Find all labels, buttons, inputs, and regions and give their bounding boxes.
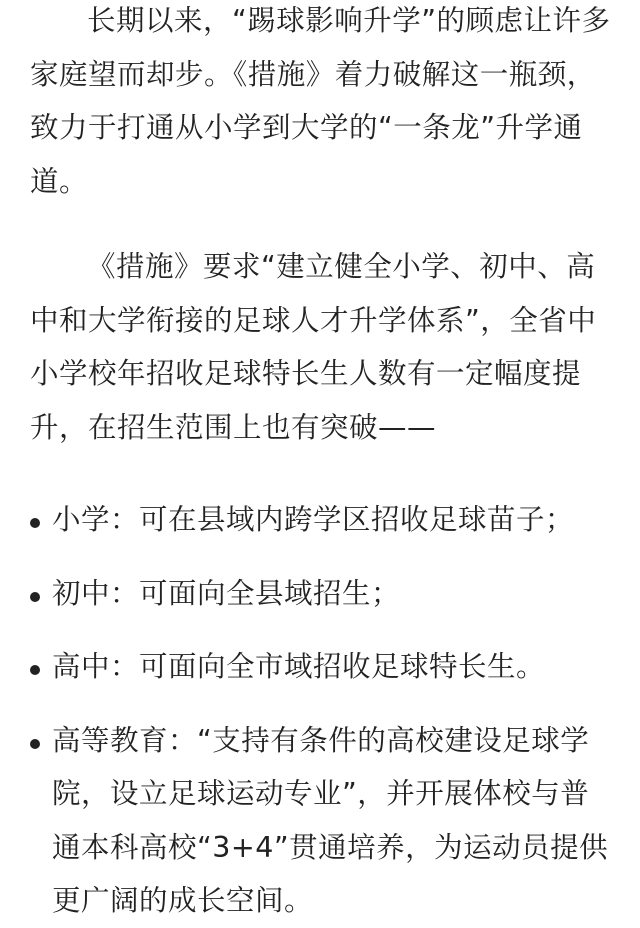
admission-list — [0, 493, 612, 928]
bullet-dot-icon — [30, 592, 40, 602]
bullet-dot-icon — [30, 518, 40, 528]
list-item-junior-high — [0, 567, 612, 621]
bullet-dot-icon — [30, 739, 40, 749]
list-item-text: 高等教育：“支持有条件的高校建设足球学院，设立足球运动专业”，并开展体校与普通本科高校“3+4”贯通培养，为运动员提供更广阔的成长空间。 — [52, 723, 609, 917]
list-item-senior-high — [0, 640, 612, 694]
paragraph-measures: 《措施》要求“建立健全小学、初中、高中和大学衔接的足球人才升学体系”，全省中小学校年招收足球特长生人数有一定幅度提升，在招生范围上也有突破—— — [30, 250, 597, 444]
list-item-primary — [0, 493, 612, 547]
list-item-text: 初中：可面向全县域招生； — [52, 576, 401, 610]
list-item-higher-education — [0, 714, 612, 928]
list-item-text: 小学：可在县域内跨学区招收足球苗子； — [52, 503, 575, 536]
paragraph-intro: 长期以来，“踢球影响升学”的顾虑让许多家庭望而却步。《措施》着力破解这一瓶颈，致力于打通从小学到大学的“一条龙”升学通道。 — [30, 4, 611, 198]
bullet-dot-icon — [30, 665, 40, 675]
article-body — [30, 0, 612, 928]
list-item-text: 高中：可面向全市域招收足球特长生。 — [52, 650, 546, 683]
